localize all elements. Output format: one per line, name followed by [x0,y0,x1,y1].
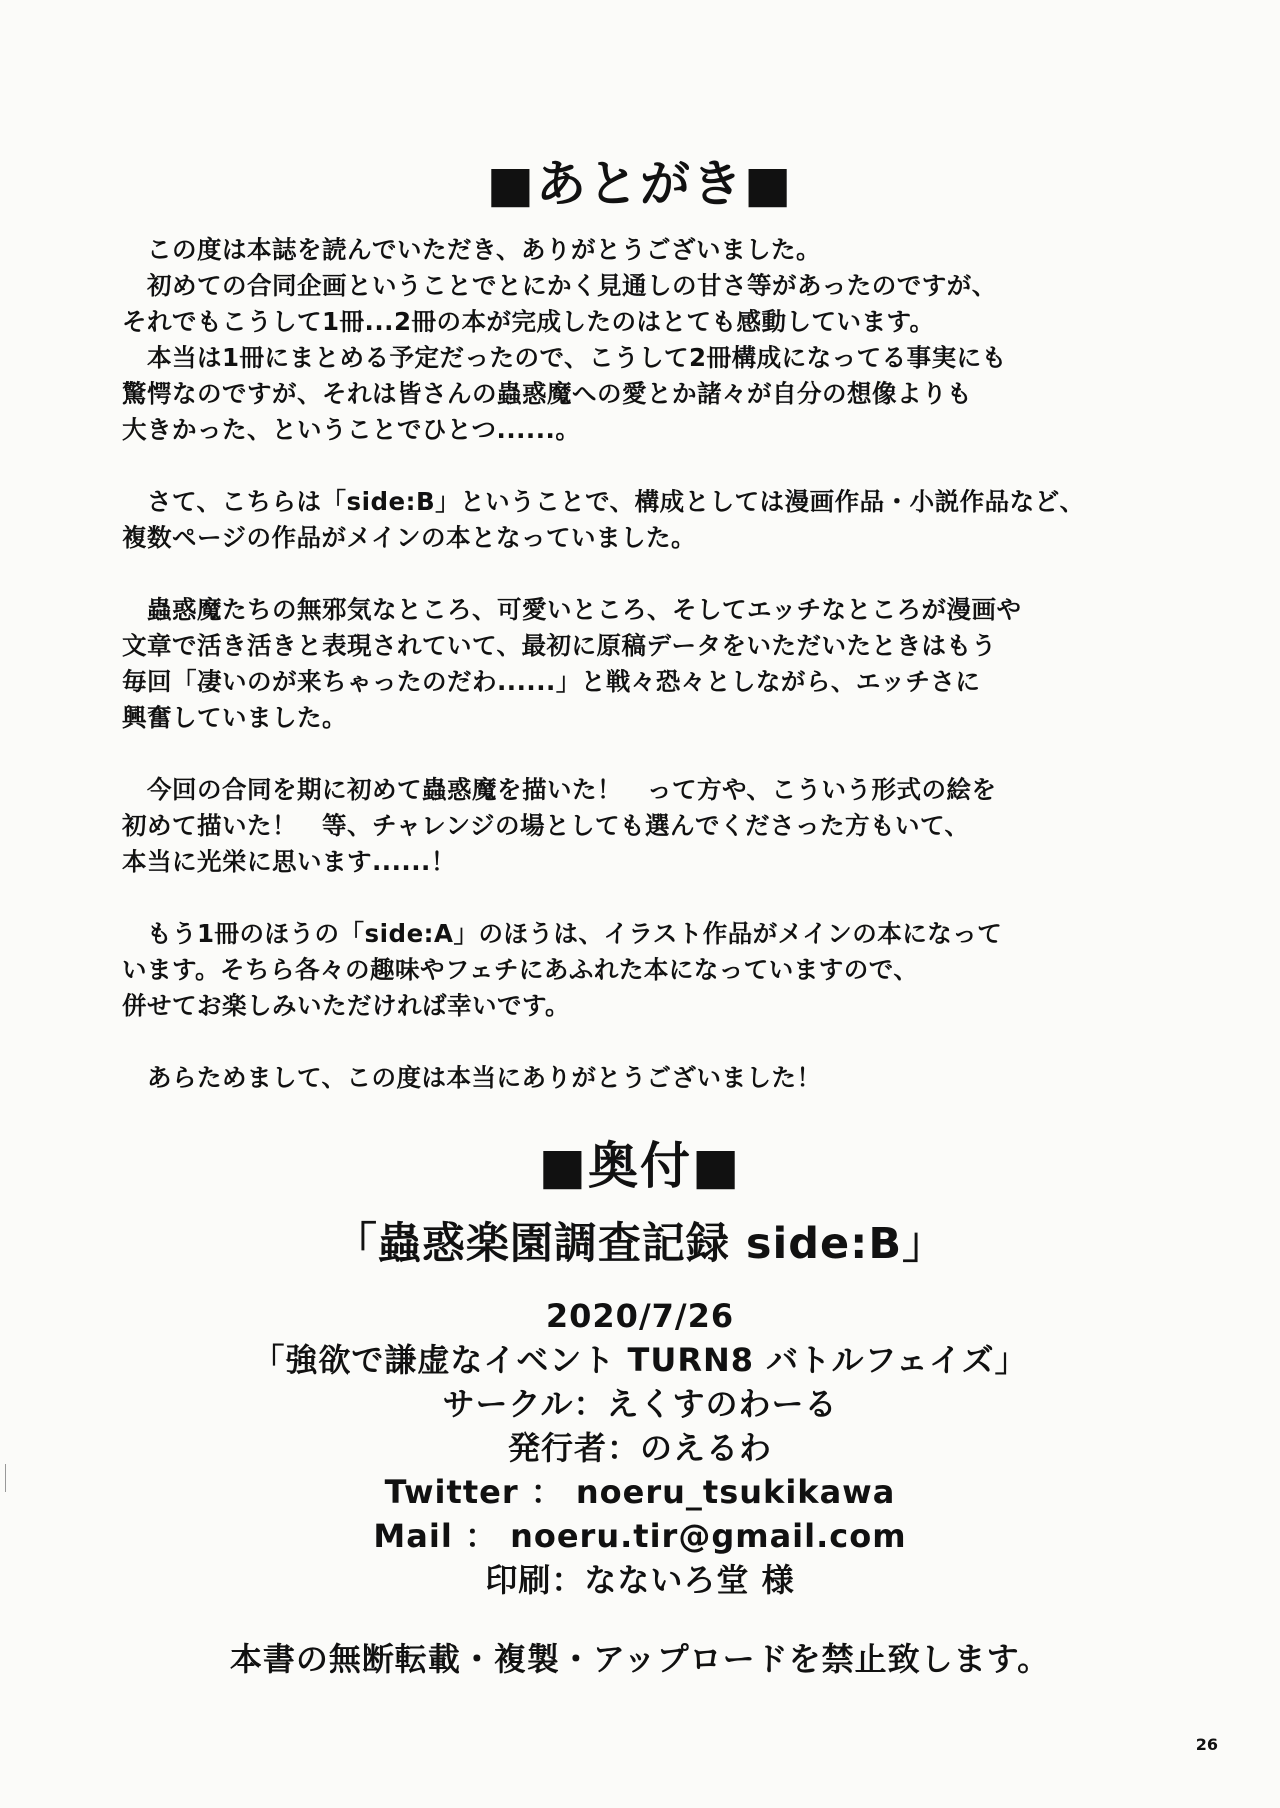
text-line: それでもこうして1冊...2冊の本が完成したのはとても感動しています。 [122,307,935,336]
text-line: 大きかった、ということでひとつ......。 [122,415,581,444]
text-line: 初めて描いた！ 等、チャレンジの場としても選んでくださった方もいて、 [122,811,970,840]
scan-edge-mark [5,1464,6,1492]
printer-name: 印刷：なないろ堂 様 [485,1561,795,1599]
text-line: さて、こちらは「side:B」ということで、構成としては漫画作品・小説作品など、 [122,487,1085,516]
text-line: 初めての合同企画ということでとにかく見通しの甘さ等があったのですが、 [122,271,997,300]
text-line: あらためまして、この度は本当にありがとうございました！ [122,1063,822,1092]
text-line: 本当は1冊にまとめる予定だったので、こうして2冊構成になってる事実にも [122,343,1007,372]
text-line: 併せてお楽しみいただければ幸いです。 [122,991,571,1020]
text-line: 今回の合同を期に初めて蟲惑魔を描いた！ って方や、こういう形式の絵を [122,775,997,804]
publisher-name: 発行者：のえるわ [507,1429,772,1467]
event-name: 「強欲で謙虚なイベント TURN8 バトルフェイズ」 [252,1341,1028,1379]
text-line: 本当に光栄に思います......！ [122,847,456,876]
circle-name: サークル：えくすのわーる [442,1385,838,1423]
publication-date: 2020/7/26 [545,1297,735,1335]
text-line: います。そちら各々の趣味やフェチにあふれた本になっていますので、 [122,955,919,984]
mail-address: Mail ： noeru.tir@gmail.com [373,1517,907,1555]
afterword-paragraph-3 [122,592,1182,736]
text-line: 毎回「凄いのが来ちゃったのだわ......」と戦々恐々としながら、エッチさに [122,667,981,696]
colophon-block [0,1216,1280,1602]
copyright-notice: 本書の無断転載・複製・アップロードを禁止致します。 [229,1640,1051,1678]
book-title: 「蟲惑楽園調査記録 side:B」 [333,1219,947,1269]
text-line: 蟲惑魔たちの無邪気なところ、可愛いところ、そしてエッチなところが漫画や [122,595,1022,624]
afterword-paragraph-1 [122,232,1182,448]
afterword-paragraph-2 [122,484,1182,556]
text-line: 驚愕なのですが、それは皆さんの蟲惑魔への愛とか諸々が自分の想像よりも [122,379,972,408]
afterword-heading: ■あとがき■ [486,155,794,213]
text-line: 複数ページの作品がメインの本となっていました。 [122,523,697,552]
colophon-heading: ■奥付■ [538,1137,742,1195]
page-number: 26 [1195,1735,1218,1754]
afterword-paragraph-5 [122,916,1182,1024]
twitter-handle: Twitter ： noeru_tsukikawa [384,1473,896,1511]
text-line: この度は本誌を読んでいただき、ありがとうございました。 [122,235,822,264]
text-line: もう1冊のほうの「side:A」のほうは、イラスト作品がメインの本になって [122,919,1003,948]
afterword-paragraph-4 [122,772,1182,880]
text-line: 興奮していました。 [122,703,347,732]
afterword-paragraph-6 [122,1060,1182,1096]
afterword-body [122,232,1182,1132]
text-line: 文章で活き活きと表現されていて、最初に原稿データをいただいたときはもう [122,631,997,660]
